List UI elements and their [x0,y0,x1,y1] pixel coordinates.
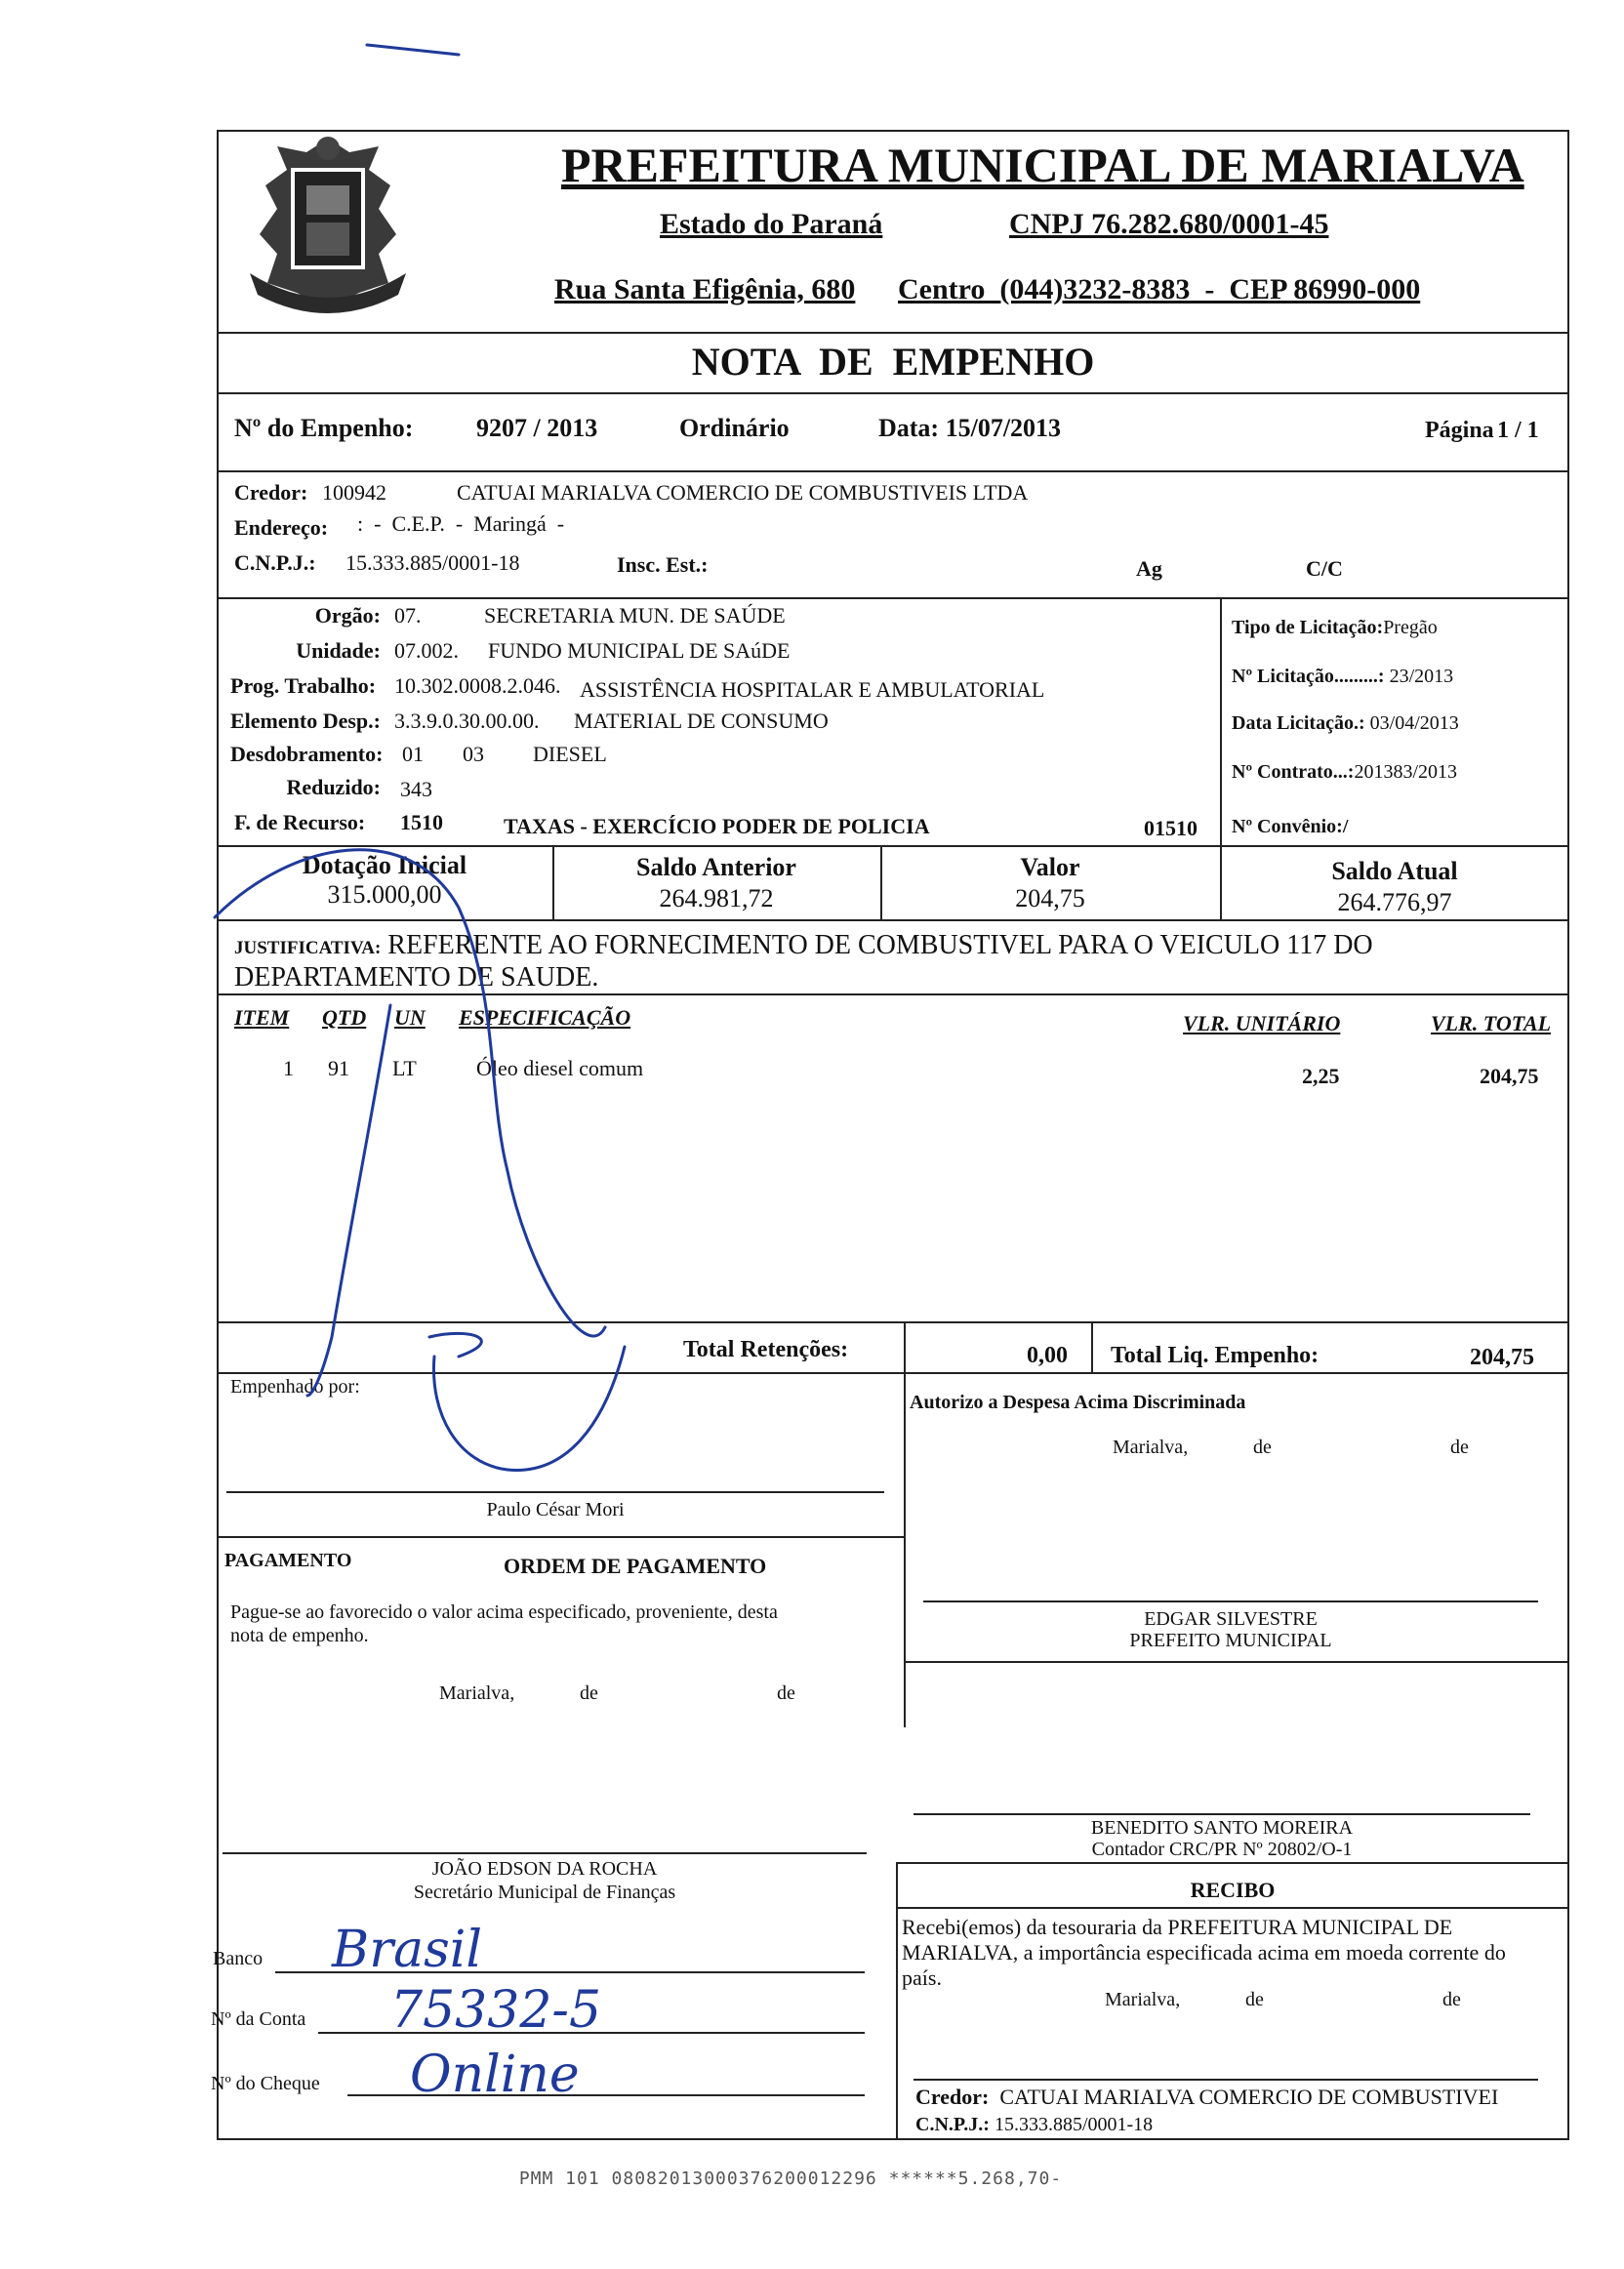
conta-label: Nº da Conta [211,2008,306,2030]
autorizo-label: Autorizo a Despesa Acima Discriminada [910,1392,1246,1413]
col-qtd-header: QTD [322,1005,367,1030]
contador-title: Contador CRC/PR Nº 20802/O-1 [1091,1839,1353,1860]
signature-line [223,1852,867,1854]
ag-label: Ag [1136,556,1162,581]
recibo-de-2: de [1442,1989,1461,2010]
justificativa-line1: REFERENTE AO FORNECIMENTO DE COMBUSTIVEL PARA O VEICULO 117 DO [387,930,1373,960]
valor-value: 204,75 [1015,884,1085,912]
divider [1091,1321,1093,1372]
row-total: 204,75 [1480,1064,1539,1088]
elemento-label: Elemento Desp.: [230,709,381,733]
divider [217,845,1569,847]
liq-empenho-label: Total Liq. Empenho: [1111,1343,1320,1368]
cheque-label: Nº do Cheque [211,2073,320,2094]
credor-label: Credor: [234,480,308,505]
page-label: Página [1425,418,1494,443]
row-spec: Óleo diesel comum [476,1056,644,1080]
recibo-text: Recebi(emos) da tesouraria da PREFEITURA MUNICIPAL DE MARIALVA, a importância especificada acima em moeda corrente do país. [902,1915,1506,1990]
empenho-number-label: Nº do Empenho: [234,414,414,442]
pagamento-de-1: de [580,1682,598,1704]
divider [1220,597,1222,847]
saldo-atual-label: Saldo Atual [1331,857,1458,885]
valor-label: Valor [1020,853,1080,881]
prog-trabalho-name: ASSISTÊNCIA HOSPITALAR E AMBULATORIAL [580,677,1045,702]
divider [217,392,1569,394]
endereco-value: : - C.E.P. - Maringá - [357,511,565,536]
conta-handwriting: 75332-5 [390,1981,602,2040]
divider [217,597,1569,599]
desdobramento-b: 03 [463,742,484,766]
saldo-atual-value: 264.776,97 [1337,888,1452,916]
banco-label: Banco [213,1948,264,1969]
pagamento-city: Marialva, [439,1682,515,1704]
empenho-date: Data: 15/07/2013 [878,414,1062,442]
prog-trabalho-label: Prog. Trabalho: [230,673,377,698]
recibo-city: Marialva, [1105,1989,1181,2010]
elemento-name: MATERIAL DE CONSUMO [574,709,829,733]
recurso-label: F. de Recurso: [234,810,366,834]
credor-cnpj: 15.333.885/0001-18 [345,550,520,575]
recibo-de-1: de [1245,1989,1264,2010]
unidade-label: Unidade: [296,638,381,663]
ordem-pagamento-label: ORDEM DE PAGAMENTO [504,1554,767,1578]
saldo-anterior-label: Saldo Anterior [636,853,796,881]
cc-label: C/C [1306,556,1343,581]
col-spec-header: ESPECIFICAÇÃO [459,1005,631,1030]
row-unit: 2,25 [1302,1064,1340,1088]
signature-line [914,1813,1530,1815]
recurso-code-2: 01510 [1144,816,1198,840]
reduzido-label: Reduzido: [286,775,381,799]
autorizo-de-2: de [1450,1437,1469,1458]
divider [217,1372,1569,1374]
retencoes-value: 0,00 [1027,1343,1068,1368]
contador-name: BENEDITO SANTO MOREIRA [1090,1817,1354,1839]
prefeitura-title: PREFEITURA MUNICIPAL DE MARIALVA [561,138,1524,192]
elemento-code: 3.3.9.0.30.00.00. [394,709,540,733]
cheque-handwriting: Online [410,2046,580,2104]
dotacao-inicial-value: 315.000,00 [327,880,442,909]
divider [896,1862,898,2140]
col-unit-header: VLR. UNITÁRIO [1183,1011,1341,1035]
divider [896,1907,1569,1909]
empenho-number: 9207 / 2013 [476,414,598,442]
financas-name: JOÃO EDSON DA ROCHA [431,1858,658,1880]
prefeito-title: PREFEITO MUNICIPAL [1129,1630,1332,1651]
credor-code: 100942 [322,480,386,505]
desdobramento-label: Desdobramento: [230,742,384,766]
row-qtd: 91 [328,1056,349,1080]
pagamento-de-2: de [777,1682,795,1704]
insc-est-label: Insc. Est.: [617,552,709,577]
retencoes-label: Total Retenções: [683,1337,849,1362]
row-un: LT [392,1056,417,1080]
district-phone-label: Centro (044)3232-8383 - CEP 86990-000 [898,273,1421,305]
pagamento-text: Pague-se ao favorecido o valor acima especificado, proveniente, desta nota de empenho. [230,1601,778,1646]
autorizo-de-1: de [1253,1437,1272,1458]
recurso-code: 1510 [400,810,443,834]
empenhado-label: Empenhado por: [230,1376,360,1398]
recurso-name: TAXAS - EXERCÍCIO PODER DE POLICIA [504,814,930,838]
dotacao-inicial-label: Dotação Inicial [302,851,467,879]
endereco-label: Endereço: [234,515,329,540]
footer-code: PMM 101 08082013000376200012296 ******5.268,70- [518,2168,1063,2189]
convenio-label: Nº Convênio:/ [1232,816,1349,837]
divider [896,1862,1569,1864]
unidade-name: FUNDO MUNICIPAL DE SAúDE [488,638,791,663]
numero-licitacao-label: Nº Licitação.........: 23/2013 [1232,666,1454,687]
page-number: 1 / 1 [1497,418,1539,443]
prog-trabalho-code: 10.302.0008.2.046. [394,673,561,698]
row-item: 1 [283,1056,294,1080]
municipal-crest-icon [232,127,424,322]
divider [217,919,1569,921]
empenho-type: Ordinário [679,414,790,442]
justificativa-line2: DEPARTAMENTO DE SAUDE. [234,962,599,993]
credor-name: CATUAI MARIALVA COMERCIO DE COMBUSTIVEIS LTDA [457,480,1029,505]
justificativa [234,931,1552,993]
recibo-label: RECIBO [1190,1878,1276,1902]
divider [217,993,1569,995]
orgao-code: 07. [394,603,422,628]
orgao-label: Orgão: [314,603,381,628]
doc-title: NOTA DE EMPENHO [691,340,1095,384]
recibo-cnpj: C.N.P.J.: 15.333.885/0001-18 [915,2114,1154,2135]
col-item-header: ITEM [234,1005,290,1030]
prefeito-name: EDGAR SILVESTRE [1144,1608,1318,1630]
reduzido-value: 343 [400,777,432,801]
divider [904,1661,1569,1663]
autorizo-city: Marialva, [1113,1437,1189,1458]
signature-line [914,2079,1538,2081]
cnpj-label: CNPJ 76.282.680/0001-45 [1009,208,1329,240]
signature-line [226,1491,884,1493]
col-total-header: VLR. TOTAL [1431,1011,1552,1035]
liq-empenho-value: 204,75 [1470,1345,1534,1370]
divider [217,1536,904,1538]
divider [217,1321,1569,1323]
recibo-credor: Credor: CATUAI MARIALVA COMERCIO DE COMBUSTIVEI [915,2085,1499,2109]
tipo-licitacao-label: Tipo de Licitação:Pregão [1232,617,1438,638]
state-label: Estado do Paraná [660,208,883,240]
desdobramento-a: 01 [402,742,424,766]
empenhado-name: Paulo César Mori [486,1499,625,1520]
saldo-anterior-value: 264.981,72 [659,884,774,912]
col-un-header: UN [394,1005,426,1030]
desdobramento-name: DIESEL [533,742,607,766]
address-label: Rua Santa Efigênia, 680 [554,273,856,305]
data-licitacao-label: Data Licitação.: 03/04/2013 [1232,712,1459,734]
signature-line [923,1600,1538,1602]
unidade-code: 07.002. [394,638,459,663]
divider [904,1321,906,1372]
justificativa-label: JUSTIFICATIVA: [234,938,382,958]
credor-cnpj-label: C.N.P.J.: [234,550,316,575]
contrato-label: Nº Contrato...:201383/2013 [1232,761,1458,783]
divider [904,1372,906,1727]
financas-title: Secretário Municipal de Finanças [413,1882,676,1903]
pagamento-label: PAGAMENTO [224,1550,352,1571]
divider [217,470,1569,472]
banco-handwriting: Brasil [332,1921,483,1979]
orgao-name: SECRETARIA MUN. DE SAÚDE [484,603,786,628]
